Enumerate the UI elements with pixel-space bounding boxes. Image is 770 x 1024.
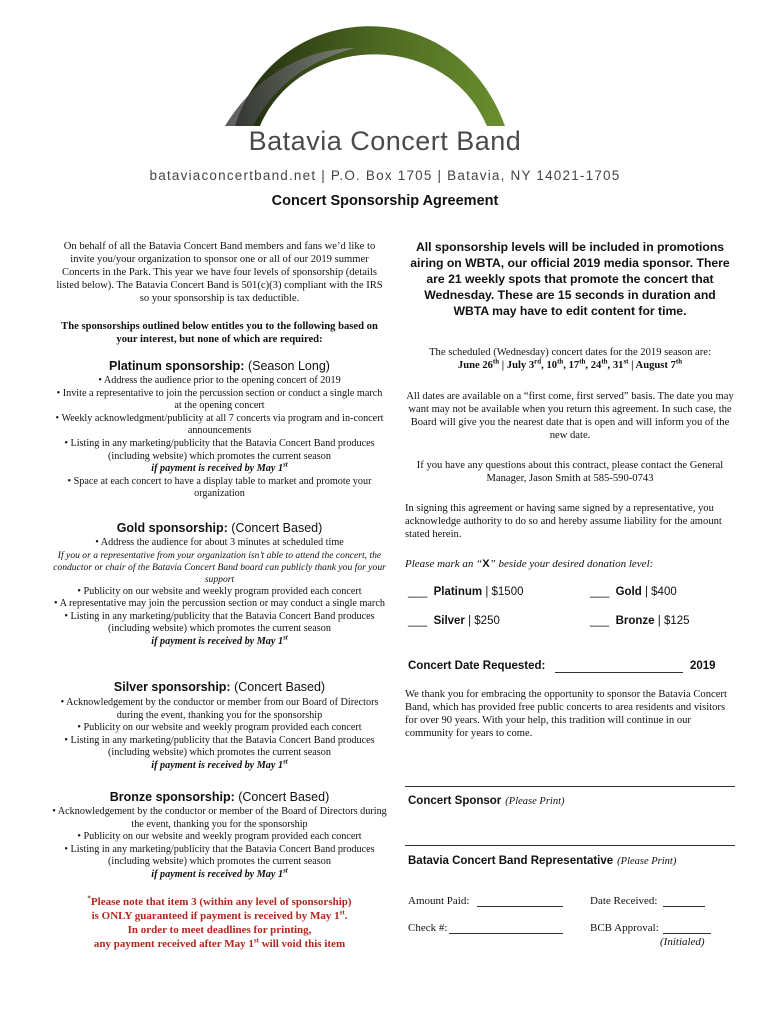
thanks-paragraph: We thank you for embracing the opportunity to sponsor the Batavia Concert Band, which has provided free public concerts to area residents and visitors for over 90 years. With your help, this tradition will continue in our community for years to come.: [405, 689, 727, 739]
bronze-bullets: [52, 806, 387, 882]
concert-dates: June 26th | July 3rd, 10th, 17th, 24th, 31st | August 7th: [457, 357, 683, 371]
silver-name: Silver sponsorship:: [113, 680, 231, 694]
representative-signature-line[interactable]: [405, 845, 735, 846]
availability-paragraph: All dates are available on a “first come, first served” basis. The date you may want may not be available when you return this agreement. In such case, the Board will give you the nearest date that is open and will inform you of the new date.: [406, 391, 734, 441]
platinum-heading: [52, 359, 387, 373]
bcb-approval-label: BCB Approval:: [590, 922, 659, 934]
platinum-name: Platinum sponsorship:: [109, 359, 245, 373]
gold-name: Gold sponsorship:: [116, 521, 228, 535]
gold-italic-note: If you or a representative from your organization isn’t able to attend the concert, the conductor or chair of the Batavia Concert Band board can publicly thank you for your support: [53, 549, 386, 585]
silver-type: (Concert Based): [234, 680, 326, 694]
level-gold[interactable]: ___ Gold | $400: [590, 586, 677, 598]
bcb-approval-field[interactable]: [663, 933, 711, 934]
gold-bullets: [52, 537, 387, 649]
level-silver[interactable]: ___ Silver | $250: [408, 615, 500, 627]
bronze-heading: [52, 790, 387, 804]
list-item: • Listing in any marketing/publicity that the Batavia Concert Band produces (including website) which promotes the current season: [64, 437, 375, 462]
concert-date-field[interactable]: [555, 672, 683, 673]
payment-note: if payment is received by May 1st: [151, 633, 288, 647]
list-item: • Publicity on our website and weekly program provided each concert: [77, 722, 362, 734]
bronze-type: (Concert Based): [238, 790, 330, 804]
level-platinum[interactable]: ___ Platinum | $1500: [408, 586, 524, 598]
initialed-note: (Initialed): [660, 936, 705, 948]
dates-intro: The scheduled (Wednesday) concert dates for the 2019 season are:: [429, 347, 711, 358]
list-item: • Listing in any marketing/publicity that the Batavia Concert Band produces (including website) which promotes the current season: [64, 610, 375, 635]
signing-paragraph: In signing this agreement or having same signed by a representative, you acknowledge authority to do so and hereby assume liability for the amount stated herein.: [405, 503, 722, 540]
level-bronze[interactable]: ___ Bronze | $125: [590, 615, 690, 627]
payment-note: if payment is received by May 1st: [151, 460, 288, 475]
list-item: • Acknowledgement by the conductor or member from our Board of Directors during the event, thanking you for the sponsorship: [60, 697, 379, 721]
amount-paid-field[interactable]: [477, 906, 563, 907]
platinum-bullets: [52, 375, 387, 501]
band-logo-arc: [205, 8, 535, 143]
silver-bullets: [52, 697, 387, 773]
sponsor-signature-line[interactable]: [405, 786, 735, 787]
list-item: • Space at each concert to have a display table to market and promote your organization: [67, 475, 372, 500]
platinum-type: (Season Long): [247, 359, 330, 373]
list-item: • Publicity on our website and weekly program provided each concert: [77, 831, 362, 843]
gold-type: (Concert Based): [231, 521, 323, 535]
payment-note: if payment is received by May 1st: [151, 866, 288, 880]
date-received-label: Date Received:: [590, 895, 658, 907]
concert-date-year: 2019: [690, 660, 716, 672]
amount-paid-label: Amount Paid:: [408, 895, 470, 907]
list-item: • Acknowledgement by the conductor or member of the Board of Directors during the event, thanking you for the sponsorship: [52, 806, 387, 830]
list-item: • Weekly acknowledgment/publicity at all 7 concerts via program and in-concert announcements: [55, 412, 384, 437]
representative-label: Batavia Concert Band Representative (Please Print): [408, 855, 677, 867]
payment-note: if payment is received by May 1st: [151, 757, 288, 771]
contact-line: bataviaconcertband.net | P.O. Box 1705 | Batavia, NY 14021-1705: [149, 168, 621, 183]
list-item: • Listing in any marketing/publicity that the Batavia Concert Band produces (including website) which promotes the current season: [64, 734, 375, 759]
page-title: Concert Sponsorship Agreement: [271, 193, 499, 209]
payment-warning: *Please note that item 3 (within any level of sponsorship) is ONLY guaranteed if payment is received by May 1st. In order to meet deadlines for printing, any payment received after May 1st will void this item: [87, 894, 352, 950]
list-item: • Listing in any marketing/publicity that the Batavia Concert Band produces (including website) which promotes the current season: [64, 843, 375, 868]
list-item: • Address the audience prior to the opening concert of 2019: [98, 375, 341, 386]
list-item: • Publicity on our website and weekly program provided each concert: [77, 585, 362, 597]
check-number-label: Check #:: [408, 922, 448, 934]
mark-instruction: Please mark an “X” beside your desired donation level:: [405, 558, 654, 570]
wbta-promo: All sponsorship levels will be included in promotions airing on WBTA, our official 2019 media sponsor. There are 21 weekly spots that promote the concert that Wednesday. These are 15 seconds in duration and WBTA may have to edit content for time.: [410, 240, 730, 318]
list-item: • Address the audience for about 3 minutes at scheduled time: [95, 537, 344, 548]
intro-paragraph: On behalf of all the Batavia Concert Band members and fans we’d like to invite you/your organization to sponsor one or all of our 2019 summer Concerts in the Park. This year we have four levels of sponsorship (details listed below). The Batavia Concert Band is 501(c)(3) compliant with the IRS so your sponsorship is tax deductible.: [56, 241, 383, 304]
concert-date-requested-label: Concert Date Requested:: [408, 660, 546, 672]
check-number-field[interactable]: [449, 933, 563, 934]
date-received-field[interactable]: [663, 906, 705, 907]
list-item: • A representative may join the percussion section or may conduct a single march: [54, 598, 385, 610]
bronze-name: Bronze sponsorship:: [109, 790, 235, 804]
silver-heading: [52, 680, 387, 694]
list-item: • Invite a representative to join the percussion section or conduct a single march at the opening concert: [56, 387, 383, 412]
questions-paragraph: If you have any questions about this contract, please contact the General Manager, Jason Smith at 585-590-0743: [416, 460, 724, 484]
entitles-paragraph: The sponsorships outlined below entitles you to the following based on your interest, but none of which are required:: [61, 321, 378, 345]
gold-heading: [52, 521, 387, 535]
brand-name: Batavia Concert Band: [248, 126, 522, 156]
sponsor-label: Concert Sponsor (Please Print): [408, 795, 565, 807]
